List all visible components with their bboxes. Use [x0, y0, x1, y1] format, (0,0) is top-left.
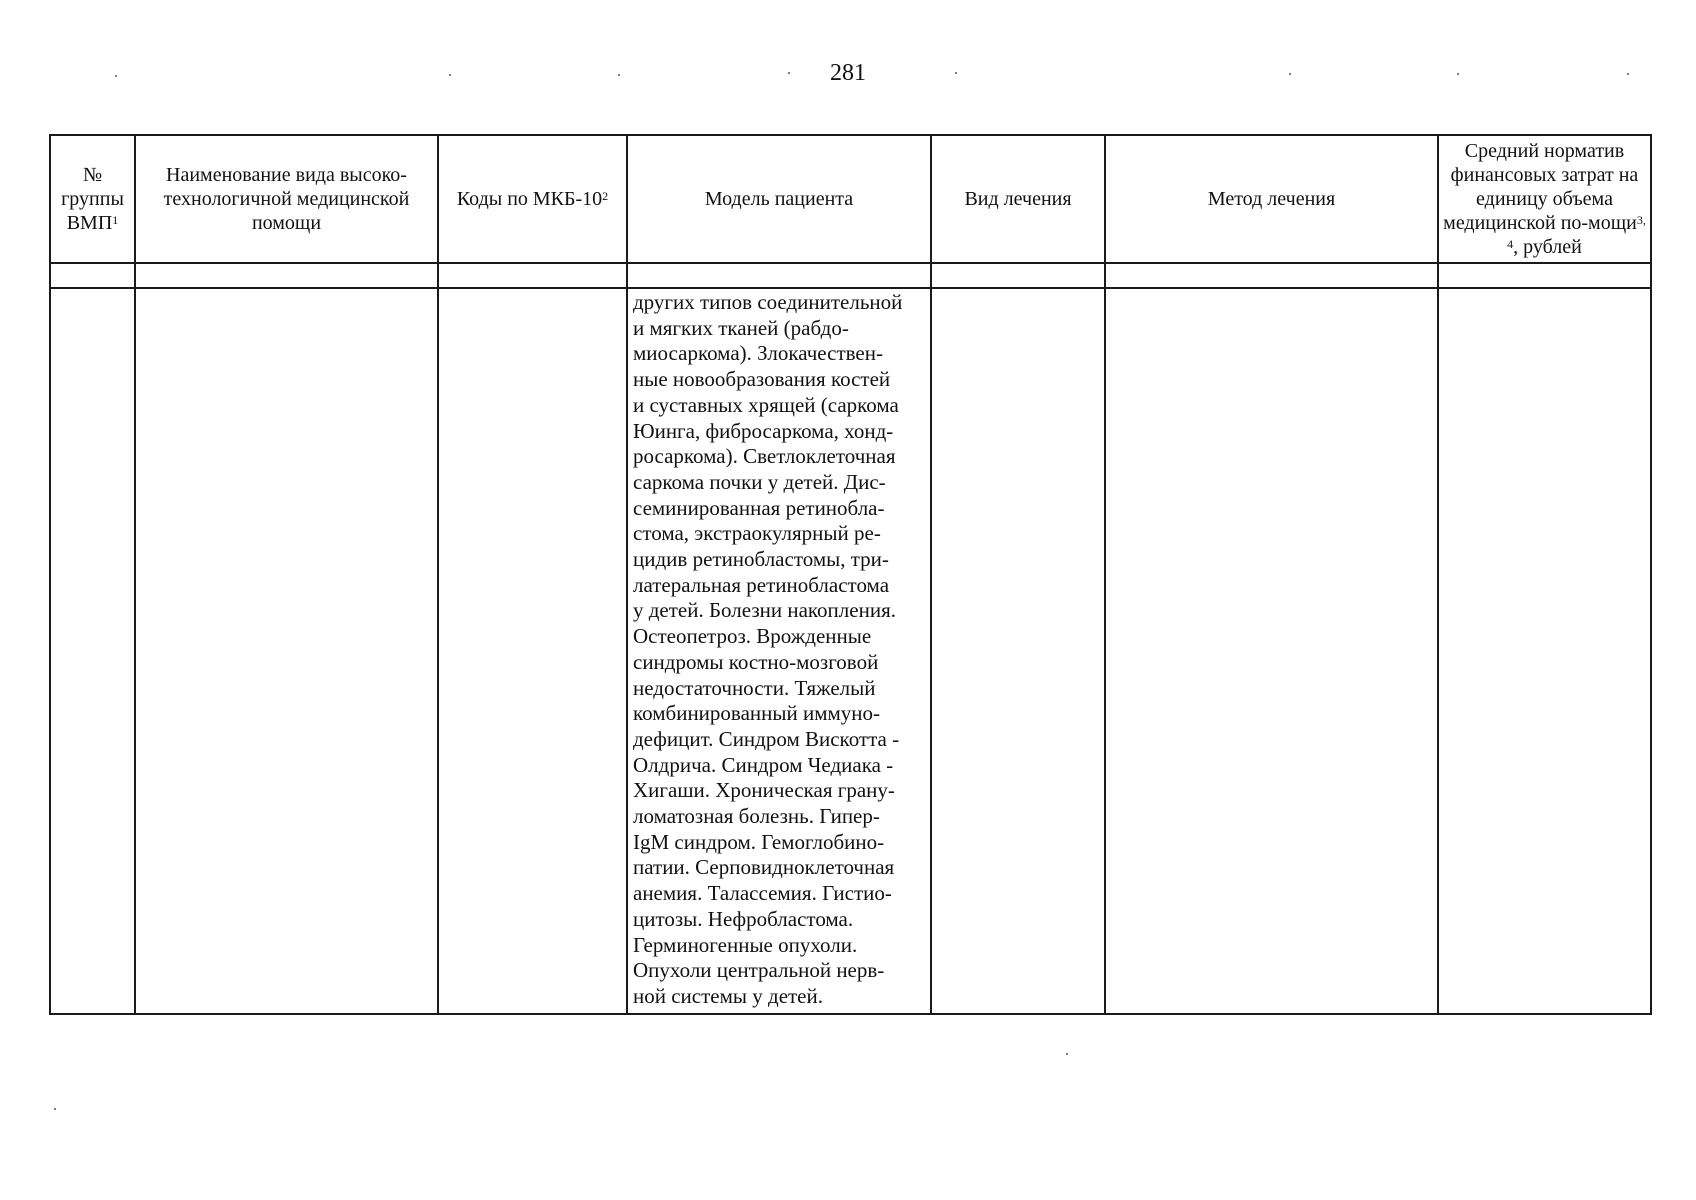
footnote-ref-1: 1	[112, 213, 119, 227]
header-avg-cost-unit: , рублей	[1513, 236, 1582, 258]
cell-group-number	[50, 288, 135, 1014]
scan-speck	[54, 1108, 56, 1110]
header-avg-cost-text: Средний норматив финансовых затрат на единицу объема медицинской по-мощи	[1443, 140, 1639, 234]
header-treatment-method: Метод лечения	[1105, 135, 1438, 263]
cell-icd-codes	[438, 288, 627, 1014]
page-number: 281	[830, 60, 866, 86]
header-icd-codes	[438, 135, 627, 263]
scan-speck	[1066, 1053, 1068, 1055]
cell-avg-cost	[1438, 288, 1651, 1014]
header-care-name: Наименование вида высоко-технологичной медицинской помощи	[135, 135, 438, 263]
vmp-table	[49, 134, 1652, 1015]
table-row	[50, 288, 1651, 1014]
scan-speck	[788, 72, 790, 74]
scan-speck	[1289, 73, 1291, 75]
cell-care-name	[135, 288, 438, 1014]
header-group-number	[50, 135, 135, 263]
empty-separator-row	[50, 263, 1651, 288]
scan-speck	[115, 75, 117, 77]
header-treatment-type: Вид лечения	[931, 135, 1105, 263]
cell-treatment-type	[931, 288, 1105, 1014]
header-avg-cost	[1438, 135, 1651, 263]
header-patient-model: Модель пациента	[627, 135, 931, 263]
header-icd-codes-text: Коды по МКБ-10	[456, 188, 603, 210]
cell-patient-model	[627, 288, 931, 1014]
footnote-ref-2: 2	[602, 189, 609, 203]
header-row	[50, 135, 1651, 263]
scan-speck	[449, 74, 451, 76]
scan-speck	[1457, 73, 1459, 75]
scan-speck	[1627, 73, 1629, 75]
scan-speck	[618, 74, 620, 76]
header-group-number-text: № группы ВМП	[61, 164, 124, 234]
patient-model-text: других типов соединительной и мягких тканей (рабдо- миосаркома). Злокачествен- ные новообразования костей и суставных хрящей (саркома Юинга, фибросаркома, хонд- росаркома). Светлоклеточная саркома почки у детей. Дис- семинированная ретинобла- стома, экстраокулярный ре- цидив ретинобластомы, три- латеральная ретинобластома у детей. Болезни накопления. Остеопетроз. Врожденные синдромы костно-мозговой недостаточности. Тяжелый комбинированный иммуно- дефицит. Синдром Вискотта - Олдрича. Синдром Чедиака - Хигаши. Хроническая грану- ломатозная болезнь. Гипер- IgM синдром. Гемоглобино- патии. Серповидноклеточная анемия. Талассемия. Гистио- цитозы. Нефробластома. Герминогенные опухоли. Опухоли центральной нерв- ной системы у детей.	[633, 290, 903, 1008]
footnote-ref-3-4: 3, 4	[1507, 213, 1646, 251]
scan-speck	[955, 72, 957, 74]
cell-treatment-method	[1105, 288, 1438, 1014]
